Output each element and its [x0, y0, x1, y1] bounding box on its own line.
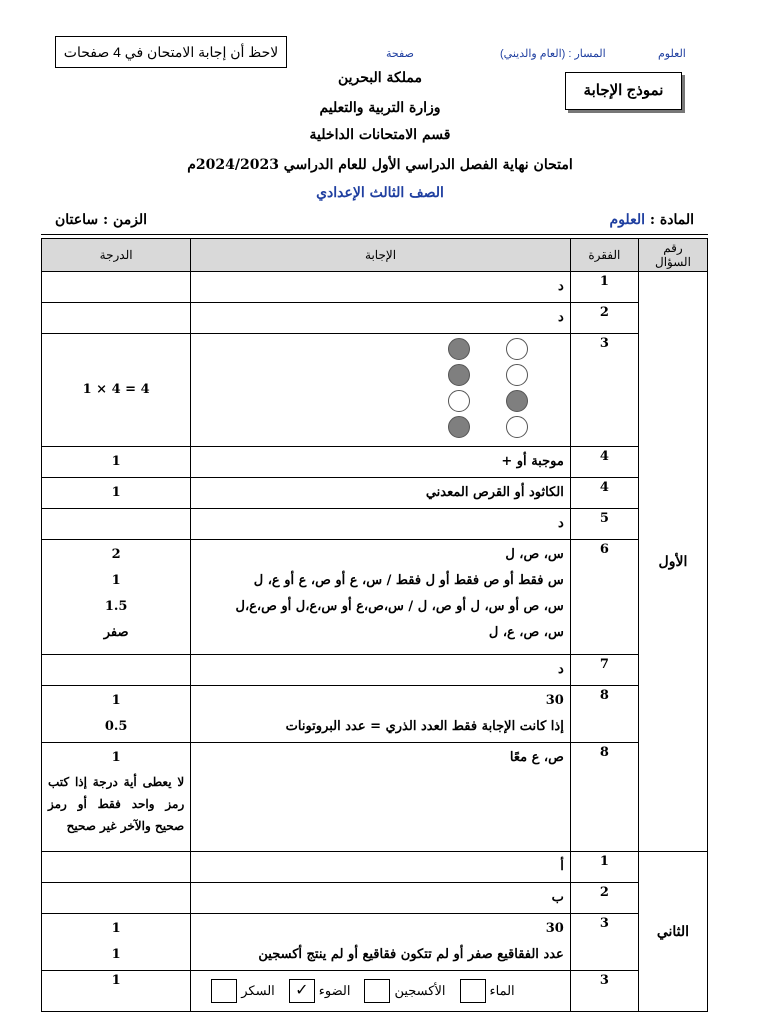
option-label: الماء [489, 983, 515, 999]
empty-circle-icon [506, 416, 528, 438]
answer-line: س، ص، ل [505, 547, 564, 562]
grade-line: 1 [111, 750, 121, 765]
item-number: 4 [570, 447, 638, 478]
grade-line: 1 [111, 921, 121, 936]
answer-cell [191, 509, 571, 540]
answer-cell [191, 540, 571, 655]
header-track: المسار : (العام والديني) [500, 48, 606, 60]
answer-cell [191, 478, 571, 509]
empty-circle-icon [506, 338, 528, 360]
answer-line: س، ص أو س، ل أو ص، ل / س،ص،ع أو س،ع،ل أو ص،ع،ل [235, 599, 564, 614]
grade-cell [42, 883, 191, 914]
subject-line [610, 212, 694, 228]
checkbox-option[interactable] [285, 980, 351, 999]
answer-line: ص، ع معًا [509, 750, 564, 765]
item-number: 7 [570, 655, 638, 686]
answer-cell [191, 914, 571, 971]
question-label-first: الأول [638, 272, 707, 852]
grade-cell [42, 852, 191, 883]
answer-line: د [558, 516, 564, 531]
table-row [42, 971, 708, 1012]
empty-circle-icon [448, 390, 470, 412]
table-row [42, 334, 708, 447]
option-label: الأكسجين [394, 983, 446, 999]
filled-circle-icon [506, 390, 528, 412]
divider [41, 234, 708, 235]
table-row [42, 478, 708, 509]
table-row [42, 509, 708, 540]
grade-cell [42, 743, 191, 852]
title-dept: قسم الامتحانات الداخلية [309, 127, 451, 143]
header-question: رقم السؤال [638, 239, 707, 272]
title-exam: امتحان نهاية الفصل الدراسي الأول للعام الدراسي 2024/2023م [187, 157, 573, 173]
table-row [42, 447, 708, 478]
grade-line: 1.5 [104, 599, 128, 614]
item-number: 2 [570, 883, 638, 914]
answer-cell [191, 447, 571, 478]
answer-cell [191, 686, 571, 743]
grade-cell [42, 303, 191, 334]
item-number: 8 [570, 686, 638, 743]
answer-cell [191, 303, 571, 334]
grade-line: 1 [111, 973, 121, 988]
grade-line: 0.5 [104, 719, 128, 734]
item-number: 3 [570, 334, 638, 447]
grade-line: 4 = 4 × 1 [82, 382, 150, 397]
answer-line: عدد الفقاقيع صفر أو لم تتكون فقاقيع أو لم ينتج أكسجين [258, 947, 564, 962]
grade-cell [42, 509, 191, 540]
filled-circle-icon [448, 364, 470, 386]
answer-line: د [558, 662, 564, 677]
grade-note: لا يعطى أية درجة إذا كتب رمز واحد فقط أو رمز صحيح والآخر غير صحيح [48, 775, 185, 833]
grade-cell [42, 272, 191, 303]
time-label: الزمن : ساعتان [55, 212, 148, 228]
item-number: 5 [570, 509, 638, 540]
circle-row [317, 390, 564, 416]
item-number: 3 [570, 914, 638, 971]
table-row [42, 655, 708, 686]
grade-cell [42, 655, 191, 686]
checkbox-icon[interactable] [460, 979, 486, 1003]
checkbox-icon[interactable] [211, 979, 237, 1003]
subject-value: العلوم [609, 212, 645, 228]
answer-line: ب [551, 890, 564, 905]
header-subject: العلوم [658, 48, 686, 60]
grade-cell [42, 686, 191, 743]
filled-circle-icon [448, 338, 470, 360]
checkbox-icon[interactable] [364, 979, 390, 1003]
title-ministry: وزارة التربية والتعليم [319, 100, 441, 116]
answer-table [41, 238, 708, 1012]
filled-circle-icon [448, 416, 470, 438]
note-box: لاحظ أن إجابة الامتحان في 4 صفحات [55, 36, 287, 68]
item-number: 1 [570, 272, 638, 303]
subject-label: المادة : [649, 212, 694, 228]
grade-line: 2 [111, 547, 121, 562]
option-label: الضوء [318, 983, 351, 999]
answer-line: د [558, 310, 564, 325]
grade-line: 1 [111, 693, 121, 708]
circle-grid [197, 336, 564, 442]
grade-cell [42, 334, 191, 447]
grade-line: 1 [111, 485, 121, 500]
empty-circle-icon [506, 364, 528, 386]
answer-cell [191, 655, 571, 686]
table-header-row [42, 239, 708, 272]
table-row [42, 540, 708, 655]
answer-cell [191, 883, 571, 914]
grade-line: 1 [111, 573, 121, 588]
answer-cell [191, 334, 571, 447]
question-label-second: الثاني [638, 852, 707, 1012]
header-grade: الدرجة [42, 239, 191, 272]
answer-cell [191, 971, 571, 1012]
table-row [42, 686, 708, 743]
checkbox-option[interactable] [207, 984, 275, 999]
title-grade: الصف الثالث الإعدادي [316, 185, 444, 201]
answer-line: أ [560, 859, 564, 874]
item-number: 6 [570, 540, 638, 655]
header-answer: الإجابة [191, 239, 571, 272]
answer-cell [191, 743, 571, 852]
grade-line: 1 [111, 947, 121, 962]
table-row [42, 914, 708, 971]
circle-row [317, 338, 564, 364]
item-number: 8 [570, 743, 638, 852]
checkbox-option[interactable] [456, 984, 515, 999]
item-number: 2 [570, 303, 638, 334]
circle-row [317, 416, 564, 442]
answer-line: الكاثود أو القرص المعدني [425, 485, 564, 500]
grade-line: 1 [111, 454, 121, 469]
header-item: الفقرة [570, 239, 638, 272]
header-page: صفحة [386, 48, 414, 60]
answer-line: د [558, 279, 564, 294]
answer-line: س، ص، ع، ل [488, 625, 564, 640]
answer-line: س فقط أو ص فقط أو ل فقط / س، ع أو ص، ع أو ع، ل [253, 573, 564, 588]
table-row [42, 272, 708, 303]
grade-cell [42, 540, 191, 655]
title-kingdom: مملكة البحرين [337, 70, 423, 86]
answer-line: إذا كانت الإجابة فقط العدد الذري = عدد البروتونات [285, 719, 564, 734]
item-number: 3 [570, 971, 638, 1012]
grade-cell [42, 447, 191, 478]
table-row [42, 852, 708, 883]
item-number: 4 [570, 478, 638, 509]
answer-cell [191, 852, 571, 883]
grade-cell [42, 914, 191, 971]
answer-cell [191, 272, 571, 303]
model-answer-box: نموذج الإجابة [565, 72, 682, 110]
table-row [42, 883, 708, 914]
table-row [42, 303, 708, 334]
table-row [42, 743, 708, 852]
item-number: 1 [570, 852, 638, 883]
answer-line: 30 [545, 921, 564, 936]
checkbox-option[interactable] [360, 984, 445, 999]
answer-line: 30 [545, 693, 564, 708]
grade-cell [42, 971, 191, 1012]
checked-checkbox-icon[interactable]: ✓ [289, 979, 315, 1003]
option-label: السكر [241, 983, 275, 999]
grade-cell [42, 478, 191, 509]
grade-line: صفر [103, 625, 129, 640]
circle-row [317, 364, 564, 390]
answer-line: موجبة أو + [501, 454, 564, 469]
